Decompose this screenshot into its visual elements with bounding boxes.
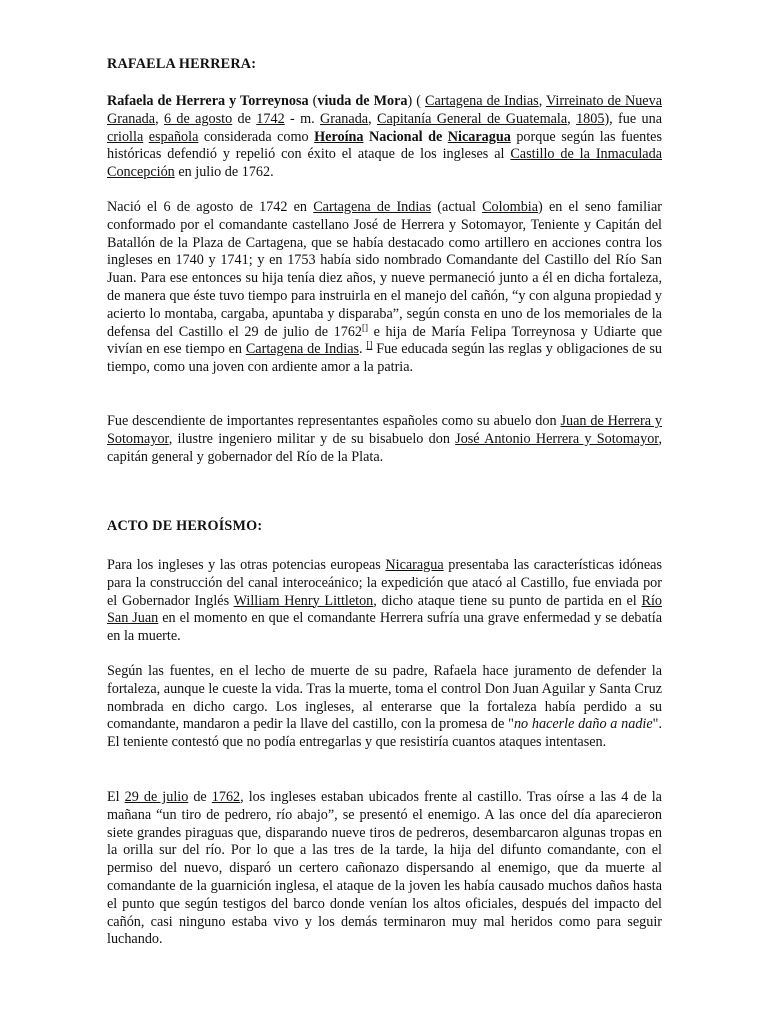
paragraph-oath xyxy=(107,663,662,752)
paragraph-battle xyxy=(107,789,662,949)
link-cartagena-de-indias[interactable]: Cartagena de Indias xyxy=(425,93,539,109)
text: e hija de María Felipa Torreynosa y Udiarte que vivían en ese tiempo en xyxy=(107,323,662,358)
link-cartagena-de-indias[interactable]: Cartagena de Indias xyxy=(313,199,432,215)
text: Para los ingleses y las otras potencias europeas xyxy=(107,557,386,573)
paragraph-context xyxy=(107,557,662,646)
paragraph-birth xyxy=(107,199,662,377)
link-virreinato-nueva-granada[interactable]: Virreinato de Nueva Granada xyxy=(107,93,662,127)
link-castillo-inmaculada-concepcion[interactable]: Castillo de la Inmaculada Concepción xyxy=(107,146,662,181)
link-capitania-general-guatemala[interactable]: Capitanía General de Guatemala xyxy=(377,110,568,127)
link-1762[interactable]: 1762 xyxy=(211,789,241,805)
footnote-ref-1[interactable]: [] xyxy=(362,321,369,332)
text: en julio de 1762. xyxy=(174,164,274,181)
text: , ilustre ingeniero militar y de su bisabuelo don xyxy=(168,430,456,447)
link-1742[interactable]: 1742 xyxy=(256,110,285,127)
subject-name: Rafaela de Herrera y Torreynosa xyxy=(107,93,309,109)
link-nicaragua[interactable]: Nicaragua xyxy=(385,557,444,573)
text: ". El teniente contestó que no podía entregarlas y que resistiría cuantos ataques intentasen. xyxy=(107,716,663,751)
text: en el momento en que el comandante Herrera sufría una grave enfermedad y se debatía en la muerte. xyxy=(107,610,662,645)
text: porque según las fuentes históricas defendió y repelió con éxito el ataque de los ingleses al xyxy=(107,128,662,163)
link-jose-antonio-herrera[interactable]: José Antonio Herrera y Sotomayor xyxy=(455,430,659,447)
text: , los ingleses estaban ubicados frente al castillo. Tras oírse a las 4 de la mañana “un tiro de pedrero, río abajo”, se presentó el enemigo. A las once del día aparecieron siete grandes piraguas que, disparando nueve tiros de pedreros, desembarcaron algunas tropas en la orilla sur del río. Por lo que a las tres de la tarde, la hija del difunto comandante, con el permiso del nuevo, disparó un certero cañonazo dispersando al enemigo, que da muerte al comandante de la guarnición inglesa, el ataque de la joven les había causado muchos daños hasta el punto que según testigos del barco donde venían los altos oficiales, después del impacto del cañón, casi ninguno estaba vivo y los demás terminaron muy mal heridos como para seguir luchando. xyxy=(107,789,662,948)
link-6-de-agosto[interactable]: 6 de agosto xyxy=(163,110,233,127)
link-cartagena-de-indias[interactable]: Cartagena de Indias xyxy=(245,341,360,358)
link-rio-san-juan[interactable]: Río San Juan xyxy=(107,592,662,627)
link-29-de-julio[interactable]: 29 de julio xyxy=(124,789,189,805)
text: Nacional de xyxy=(363,128,448,145)
text: Fue educada según las reglas y obligaciones de su tiempo, como una joven con ardiente amor a la patria. xyxy=(107,341,662,376)
link-william-henry-littleton[interactable]: William Henry Littleton xyxy=(233,592,374,609)
page-title: RAFAELA HERRERA: xyxy=(107,56,257,72)
link-heroina[interactable]: Heroína xyxy=(314,128,364,145)
quote-italic: no hacerle daño a nadie xyxy=(513,716,653,733)
text: . xyxy=(359,341,367,358)
text: presentaba las características idóneas para la construcción del canal interoceánico; la expedición que atacó al Castillo, fue enviada por el Gobernador Inglés xyxy=(107,557,662,609)
text: Fue descendiente de importantes representantes españoles como su abuelo don xyxy=(107,413,561,429)
text: ), fue una xyxy=(604,110,663,127)
text: considerada como xyxy=(198,128,315,145)
text: de xyxy=(188,789,212,805)
text: ) en el seno familiar conformado por el comandante castellano José de Herrera y Sotomayor, Teniente y Capitán del Batallón de la Plaza de Cartagena, que se había destacado como artillero en acciones contra los ingleses en 1740 y 1741; y en 1753 había sido nombrado Comandante del Castillo del Río San Juan. Para ese entonces su hija tenía diez años, y nueve permaneció junto a él en dicha fortaleza, de manera que éste tuvo tiempo para instruirla en el manejo del cañón, “y con alguna propiedad y acierto lo montaba, cargaba, apuntaba y disparaba”, según consta en uno de los memoriales de la defensa del Castillo el 29 de julio de 1762 xyxy=(107,199,663,340)
text: (actual xyxy=(431,199,483,215)
footnote-ref-2[interactable]: [] xyxy=(366,339,373,350)
link-nicaragua[interactable]: Nicaragua xyxy=(447,128,511,145)
text: , xyxy=(368,110,377,127)
paragraph-intro xyxy=(107,93,662,182)
text: - m. xyxy=(284,110,321,127)
link-criolla[interactable]: criolla xyxy=(107,128,144,145)
link-1805[interactable]: 1805 xyxy=(576,110,605,127)
link-espanola[interactable]: española xyxy=(148,128,199,145)
section-heading-heroismo: ACTO DE HEROÍSMO: xyxy=(107,518,263,534)
text: , xyxy=(567,110,577,127)
text: , xyxy=(155,110,164,127)
text: , capitán general y gobernador del Río de la Plata. xyxy=(107,430,662,465)
link-granada[interactable]: Granada xyxy=(320,110,369,127)
text: Nació el 6 de agosto de 1742 en xyxy=(107,199,314,215)
text: ) ( xyxy=(407,93,426,109)
text: de xyxy=(232,110,257,127)
paragraph-ancestry xyxy=(107,413,662,466)
text: , dicho ataque tiene su punto de partida en el xyxy=(373,592,642,609)
text: ( xyxy=(308,93,318,109)
text: , xyxy=(538,93,547,109)
subject-alias: viuda de Mora xyxy=(317,93,408,109)
text: El xyxy=(107,789,125,805)
link-colombia[interactable]: Colombia xyxy=(482,199,539,215)
text: Según las fuentes, en el lecho de muerte de su padre, Rafaela hace juramento de defender la fortaleza, aunque le cueste la vida. Tras la muerte, toma el control Don Juan Aguilar y Santa Cruz nombrada en dicho cargo. Los ingleses, al enterarse que la fortaleza había perdido a su comandante, mandaron a pedir la llave del castillo, con la promesa de " xyxy=(107,663,662,733)
link-juan-de-herrera[interactable]: Juan de Herrera y Sotomayor xyxy=(107,413,662,447)
